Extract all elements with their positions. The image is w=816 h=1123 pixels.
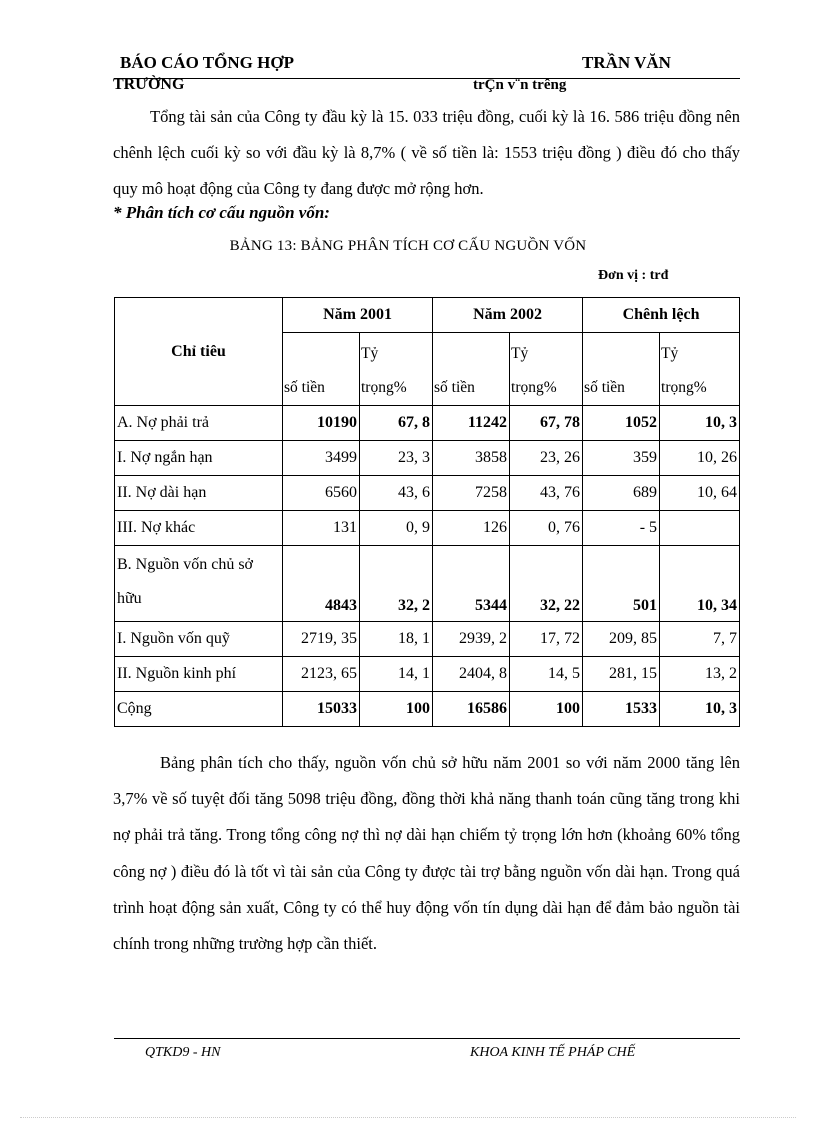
header-group-2002: Năm 2002 bbox=[433, 298, 583, 333]
cell-value: 3858 bbox=[433, 441, 510, 476]
row-label: I. Nguồn vốn quỹ bbox=[115, 622, 283, 657]
paragraph-analysis bbox=[113, 745, 740, 962]
row-label: II. Nợ dài hạn bbox=[115, 476, 283, 511]
subheader-ratio: Tỷ trọng% bbox=[360, 333, 433, 406]
cell-value: 2123, 65 bbox=[283, 657, 360, 692]
table-header-row bbox=[115, 298, 740, 333]
cell-value: 126 bbox=[433, 511, 510, 546]
table-row bbox=[115, 657, 740, 692]
table-row bbox=[115, 476, 740, 511]
section-title: * Phân tích cơ cấu nguồn vốn: bbox=[113, 203, 330, 222]
paragraph-total-assets-text: Tổng tài sản của Công ty đầu kỳ là 15. 033 triệu đồng, cuối kỳ là 16. 586 triệu đồng nên chênh lệch cuối kỳ so với đầu kỳ là 8,7% ( về số tiền là: 1553 triệu đồng ) điều đó cho thấy quy mô hoạt động của Công ty đang được mở rộng hơn. bbox=[113, 107, 740, 198]
subheader-ratio: Tỷ trọng% bbox=[660, 333, 740, 406]
cell-value: - 5 bbox=[583, 511, 660, 546]
header-title: BÁO CÁO TỔNG HỢP bbox=[120, 53, 294, 72]
table-row bbox=[115, 441, 740, 476]
cell-value: 32, 22 bbox=[510, 546, 583, 622]
cell-value: 10, 26 bbox=[660, 441, 740, 476]
cell-value: 3499 bbox=[283, 441, 360, 476]
cell-value: 10, 3 bbox=[660, 692, 740, 727]
table-title: BẢNG 13: BẢNG PHÂN TÍCH CƠ CẤU NGUỒN VỐN bbox=[229, 238, 587, 254]
cell-value: 11242 bbox=[433, 406, 510, 441]
page-edge bbox=[20, 1117, 796, 1118]
cell-value: 359 bbox=[583, 441, 660, 476]
header-group-difference: Chênh lệch bbox=[583, 298, 740, 333]
cell-value: 43, 76 bbox=[510, 476, 583, 511]
table-row bbox=[115, 511, 740, 546]
footer-right: KHOA KINH TẾ PHÁP CHẾ bbox=[470, 1045, 636, 1060]
cell-value: 2939, 2 bbox=[433, 622, 510, 657]
row-label: III. Nợ khác bbox=[115, 511, 283, 546]
subheader-amount: số tiền bbox=[583, 333, 660, 406]
cell-value: 14, 5 bbox=[510, 657, 583, 692]
table-row bbox=[115, 406, 740, 441]
cell-value: 32, 2 bbox=[360, 546, 433, 622]
table-total-row bbox=[115, 692, 740, 727]
cell-value: 501 bbox=[583, 546, 660, 622]
cell-value: 100 bbox=[360, 692, 433, 727]
paragraph-analysis-text: Bảng phân tích cho thấy, nguồn vốn chủ sở hữu năm 2001 so với năm 2000 tăng lên 3,7% về số tuyệt đối tăng 5098 triệu đồng, đồng thời khả năng thanh toán cũng tăng trong khi nợ phải trả tăng. Trong tổng công nợ thì nợ dài hạn chiếm tỷ trọng lớn hơn (khoảng 60% tổng công nợ ) điều đó là tốt vì tài sản của Công ty được tài trợ bằng nguồn vốn dài hạn. Trong quá trình hoạt động sản xuất, Công ty có thể huy động vốn tín dụng dài hạn để đảm bảo nguồn tài chính trong những trường hợp cần thiết. bbox=[113, 753, 740, 954]
cell-value: 10, 64 bbox=[660, 476, 740, 511]
row-label: I. Nợ ngắn hạn bbox=[115, 441, 283, 476]
cell-value: 131 bbox=[283, 511, 360, 546]
cell-value: 1533 bbox=[583, 692, 660, 727]
header-rule bbox=[114, 78, 740, 79]
cell-value: 209, 85 bbox=[583, 622, 660, 657]
cell-value: 15033 bbox=[283, 692, 360, 727]
row-label: A. Nợ phải trả bbox=[115, 406, 283, 441]
header-group-2001: Năm 2001 bbox=[283, 298, 433, 333]
table-row bbox=[115, 622, 740, 657]
cell-value: 689 bbox=[583, 476, 660, 511]
cell-value: 1052 bbox=[583, 406, 660, 441]
cell-value: 5344 bbox=[433, 546, 510, 622]
cell-value: 14, 1 bbox=[360, 657, 433, 692]
cell-value: 7258 bbox=[433, 476, 510, 511]
subheader-amount: số tiền bbox=[433, 333, 510, 406]
cell-value bbox=[660, 511, 740, 546]
capital-structure-table bbox=[114, 297, 740, 727]
subheader-amount: số tiền bbox=[283, 333, 360, 406]
row-label: Cộng bbox=[115, 692, 283, 727]
cell-value: 4843 bbox=[283, 546, 360, 622]
table-row bbox=[115, 546, 740, 622]
cell-value: 7, 7 bbox=[660, 622, 740, 657]
header-label-cell: Chỉ tiêu bbox=[115, 298, 283, 406]
paragraph-total-assets bbox=[113, 99, 740, 207]
cell-value: 10190 bbox=[283, 406, 360, 441]
cell-value: 16586 bbox=[433, 692, 510, 727]
header-garbled-text: trÇn v¨n trêng bbox=[473, 77, 567, 93]
cell-value: 281, 15 bbox=[583, 657, 660, 692]
row-label: II. Nguồn kinh phí bbox=[115, 657, 283, 692]
cell-value: 18, 1 bbox=[360, 622, 433, 657]
cell-value: 2404, 8 bbox=[433, 657, 510, 692]
cell-value: 100 bbox=[510, 692, 583, 727]
cell-value: 10, 3 bbox=[660, 406, 740, 441]
row-label: B. Nguồn vốn chủ sở hữu bbox=[115, 546, 283, 622]
footer-left: QTKD9 - HN bbox=[145, 1045, 221, 1060]
cell-value: 43, 6 bbox=[360, 476, 433, 511]
cell-value: 13, 2 bbox=[660, 657, 740, 692]
cell-value: 67, 8 bbox=[360, 406, 433, 441]
cell-value: 23, 26 bbox=[510, 441, 583, 476]
cell-value: 0, 76 bbox=[510, 511, 583, 546]
footer-rule bbox=[114, 1038, 740, 1039]
cell-value: 10, 34 bbox=[660, 546, 740, 622]
cell-value: 0, 9 bbox=[360, 511, 433, 546]
unit-label: Đơn vị : trđ bbox=[598, 268, 669, 283]
header-author-continued: TRƯỜNG bbox=[113, 76, 185, 93]
cell-value: 67, 78 bbox=[510, 406, 583, 441]
cell-value: 2719, 35 bbox=[283, 622, 360, 657]
subheader-ratio: Tỷ trọng% bbox=[510, 333, 583, 406]
cell-value: 6560 bbox=[283, 476, 360, 511]
header-author: TRẦN VĂN bbox=[582, 53, 671, 72]
cell-value: 17, 72 bbox=[510, 622, 583, 657]
cell-value: 23, 3 bbox=[360, 441, 433, 476]
